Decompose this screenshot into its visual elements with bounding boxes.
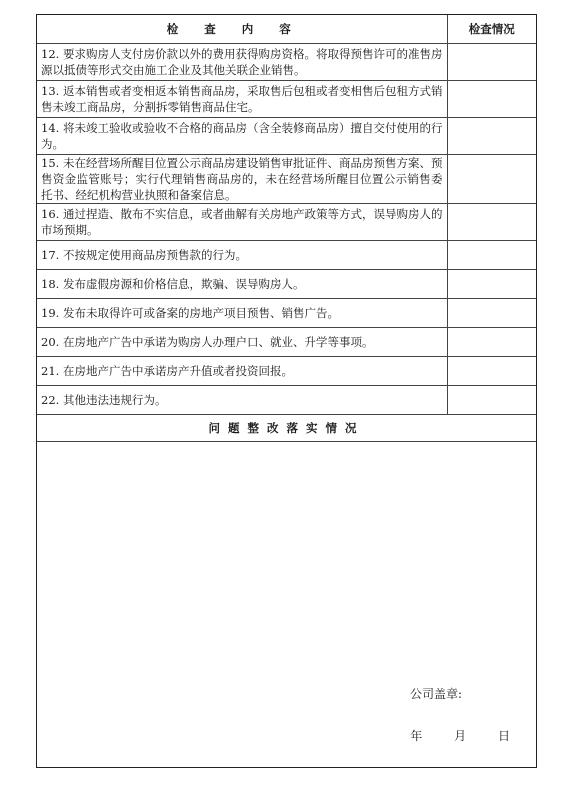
item-status-cell[interactable] [447, 270, 536, 299]
item-text: 20. 在房地产广告中承诺为购房人办理户口、就业、升学等事项。 [37, 328, 447, 357]
table-row [37, 299, 536, 328]
item-status-cell[interactable] [447, 118, 536, 155]
item-text: 22. 其他违法违规行为。 [37, 386, 447, 415]
item-text: 17. 不按规定使用商品房预售款的行为。 [37, 241, 447, 270]
table-row [37, 270, 536, 299]
date-day: 日 [497, 729, 510, 743]
rectify-cell[interactable] [37, 442, 536, 749]
item-status-cell[interactable] [447, 357, 536, 386]
rectify-area[interactable] [37, 442, 536, 748]
item-text: 13. 返本销售或者变相返本销售商品房，采取售后包租或者变相售后包租方式销售未竣工商品房，分割拆零销售商品住宅。 [37, 81, 447, 118]
item-text: 21. 在房地产广告中承诺房产升值或者投资回报。 [37, 357, 447, 386]
item-status-cell[interactable] [447, 328, 536, 357]
checklist-table [37, 15, 536, 748]
item-text: 18. 发布虚假房源和价格信息，欺骗、误导购房人。 [37, 270, 447, 299]
header-status: 检查情况 [447, 15, 536, 44]
company-seal-label: 公司盖章: [409, 687, 462, 701]
table-row [37, 81, 536, 118]
table-row [37, 118, 536, 155]
inspection-form [36, 14, 537, 768]
item-text: 16. 通过捏造、散布不实信息，或者曲解有关房地产政策等方式，误导购房人的市场预期。 [37, 204, 447, 241]
header-content: 检查内容 [37, 15, 447, 44]
item-status-cell[interactable] [447, 155, 536, 204]
rectify-title-row [37, 415, 536, 442]
item-status-cell[interactable] [447, 44, 536, 81]
rectify-row [37, 442, 536, 749]
date-line [382, 728, 510, 744]
table-row [37, 155, 536, 204]
item-text: 12. 要求购房人支付房价款以外的费用获得购房资格。将取得预售许可的准售房源以抵债等形式交由施工企业及其他关联企业销售。 [37, 44, 447, 81]
table-header-row [37, 15, 536, 44]
table-row [37, 241, 536, 270]
item-text: 19. 发布未取得许可或备案的房地产项目预售、销售广告。 [37, 299, 447, 328]
rectify-title: 问题整改落实情况 [37, 415, 536, 442]
date-year: 年 [410, 729, 423, 743]
item-status-cell[interactable] [447, 81, 536, 118]
table-row [37, 328, 536, 357]
item-status-cell[interactable] [447, 386, 536, 415]
item-status-cell[interactable] [447, 299, 536, 328]
table-row [37, 44, 536, 81]
date-month: 月 [454, 729, 467, 743]
item-status-cell[interactable] [447, 241, 536, 270]
item-status-cell[interactable] [447, 204, 536, 241]
table-row [37, 357, 536, 386]
table-row [37, 386, 536, 415]
item-text: 14. 将未竣工验收或验收不合格的商品房（含全装修商品房）擅自交付使用的行为。 [37, 118, 447, 155]
item-text: 15. 未在经营场所醒目位置公示商品房建设销售审批证件、商品房预售方案、预售资金监管账号；实行代理销售商品房的，未在经营场所醒目位置公示销售委托书、经纪机构营业执照和备案信息。 [37, 155, 447, 204]
table-row [37, 204, 536, 241]
